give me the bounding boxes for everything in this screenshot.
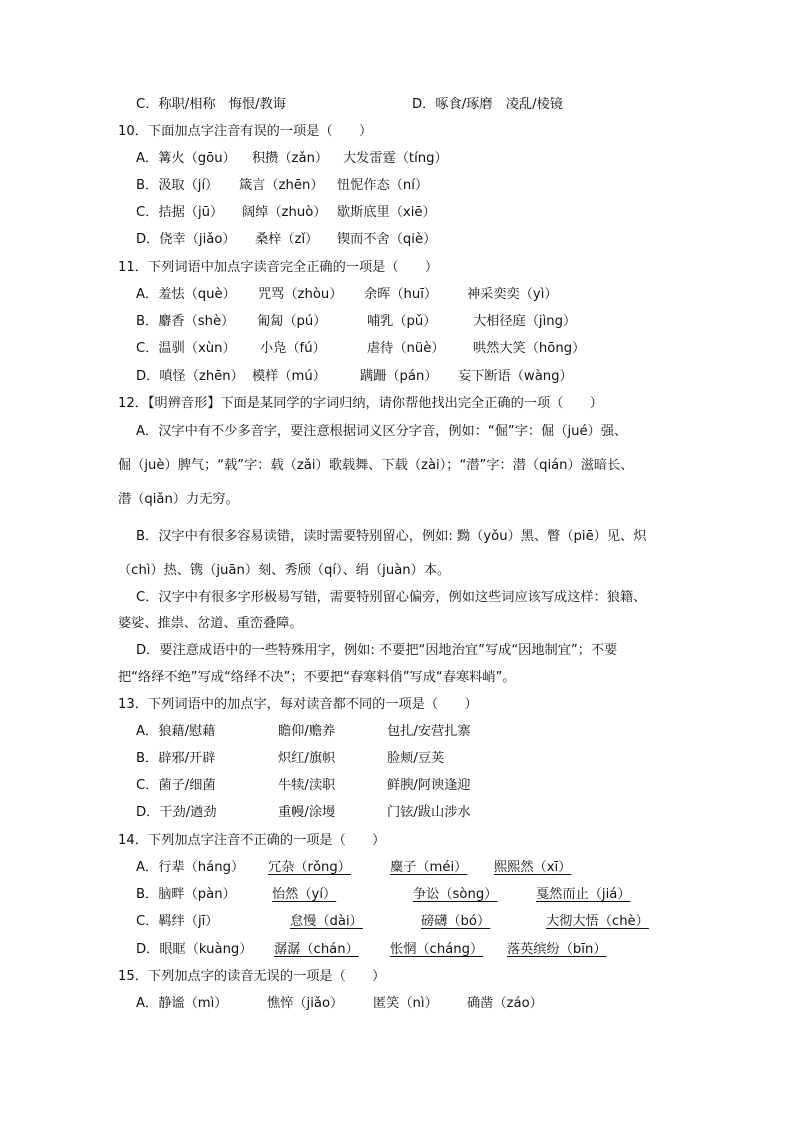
q14-b-2: 怡然（yí） [272, 887, 337, 902]
q14-c-4: 大彻大悟（chè） [546, 914, 649, 929]
q10-b-1: B．汲取（jí） [136, 178, 219, 193]
q11-a-2: 咒骂（zhòu） [258, 287, 343, 302]
q14-b-3: 争讼（sòng） [413, 887, 498, 902]
q14-a-1: A．行辈（háng） [136, 860, 245, 875]
q13-c-3: 鲜腴/阿谀逢迎 [387, 778, 471, 793]
q11-d-2: 模样（mú） [252, 369, 326, 384]
q12-a-line-1: A．汉字中有不少多音字，要注意根据词义区分字音，例如：“倔”字：倔（jué）强、 [136, 424, 628, 439]
q13-stem: 13．下列词语中的加点字，每对读音都不同的一项是（ ） [118, 697, 478, 712]
q14-c-3: 磅礴（bó） [421, 914, 491, 929]
q14-a-2: 冗杂（rǒng） [268, 860, 351, 875]
q12-d-line-1: D．要注意成语中的一些特殊用字，例如: 不要把“因地治宜”写成“因地制宜”；不要 [136, 643, 618, 658]
q14-stem: 14．下列加点字注音不正确的一项是（ ） [118, 833, 386, 848]
q11-b-1: B．麝香（shè） [136, 314, 235, 329]
q10-a-1: A．篝火（gōu） [136, 151, 236, 166]
q12-b-line-2: （chì）热、镌（juān）刻、秀颀（qí）、绢（juàn）本。 [118, 563, 451, 578]
q11-a-3: 余晖（huī） [364, 287, 438, 302]
q15-a-1: A．静谧（mì） [136, 996, 228, 1011]
q11-d-3: 蹒跚（pán） [360, 369, 438, 384]
q14-b-4: 戛然而止（jiá） [536, 887, 631, 902]
q13-b-1: B．辟邪/开辟 [136, 751, 216, 766]
q11-stem: 11．下列词语中加点字读音完全正确的一项是（ ） [118, 260, 439, 275]
q12-b-line-1: B．汉字中有很多容易读错，读时需要特别留心，例如: 黝（yǒu）黑、瞥（piē）见、炽 [136, 529, 647, 544]
q9-option-c: C．称职/相称 悔恨/教诲 [136, 97, 286, 112]
q14-a-4: 熙熙然（xī） [494, 860, 572, 875]
q13-a-3: 包扎/安营扎寨 [387, 724, 471, 739]
q10-a-2: 积攒（zǎn） [252, 151, 329, 166]
q15-a-2: 憔悴（jiǎo） [267, 996, 344, 1011]
q14-a-3: 麋子（méi） [390, 860, 468, 875]
q13-b-2: 炽红/旗帜 [278, 751, 336, 766]
q11-a-1: A．羞怯（què） [136, 287, 236, 302]
q12-d-line-2: 把“络绎不绝”写成“络绎不决”；不要把“春寒料俏”写成“春寒料峭”。 [118, 670, 516, 685]
q13-a-1: A．狼藉/慰藉 [136, 724, 216, 739]
q15-a-3: 匿笑（nì） [373, 996, 438, 1011]
q12-c-line-2: 婆娑、推祟、岔道、重峦叠障。 [118, 616, 303, 631]
q13-b-3: 脸颊/豆荚 [387, 751, 445, 766]
q12-a-line-3: 潜（qiǎn）力无穷。 [118, 492, 239, 507]
q11-b-2: 匍匐（pú） [257, 314, 327, 329]
q11-b-4: 大相径庭（jìng） [473, 314, 577, 329]
q10-d-2: 桑梓（zǐ） [255, 232, 319, 247]
q14-d-2: 潺潺（chán） [274, 942, 359, 957]
q14-d-4: 落英缤纷（bīn） [507, 942, 607, 957]
q12-c-line-1: C．汉字中有很多字形极易写错，需要特别留心偏旁，例如这些词应该写成这样：狼籍、 [136, 590, 647, 605]
q13-d-1: D．干劲/遒劲 [136, 805, 217, 820]
q10-c-1: C．拮据（jū） [136, 205, 224, 220]
q14-d-1: D．眼眶（kuàng） [136, 942, 253, 957]
q10-b-2: 箴言（zhēn） [239, 178, 324, 193]
q11-c-4: 哄然大笑（hōng） [473, 341, 586, 356]
q11-c-2: 小凫（fú） [260, 341, 326, 356]
q11-a-4: 神采奕奕（yì） [467, 287, 558, 302]
q11-b-3: 哺乳（pǔ） [367, 314, 437, 329]
q14-b-1: B．脑畔（pàn） [136, 887, 236, 902]
q10-a-3: 大发雷霆（tíng） [343, 151, 448, 166]
q10-b-3: 忸怩作态（ní） [337, 178, 429, 193]
q15-a-4: 确凿（záo） [467, 996, 543, 1011]
q11-d-4: 妄下断语（wàng） [458, 369, 573, 384]
q13-c-2: 牛犊/渎职 [278, 778, 336, 793]
q10-c-2: 阔绰（zhuò） [242, 205, 327, 220]
q11-c-3: 虐待（nüè） [367, 341, 445, 356]
q13-d-3: 门铉/跋山涉水 [387, 805, 471, 820]
q15-stem: 15．下列加点字的读音无误的一项是（ ） [118, 969, 386, 984]
q13-a-2: 瞻仰/赡养 [278, 724, 336, 739]
q13-d-2: 重幔/涂墁 [278, 805, 336, 820]
q14-c-1: C．羁绊（jī） [136, 914, 219, 929]
q10-stem: 10．下面加点字注音有误的一项是（ ） [118, 124, 373, 139]
q13-c-1: C．菌子/细菌 [136, 778, 216, 793]
q12-a-line-2: 倔（juè）脾气；“载”字：载（zǎi）歌载舞、下载（zài）；“潜”字：潜（qián）滋暗长、 [118, 458, 634, 473]
q14-c-2: 怠慢（dài） [290, 914, 363, 929]
q11-d-1: D．嗔怪（zhēn） [136, 369, 244, 384]
q12-stem: 12．【明辨音形】下面是某同学的字词归纳，请你帮他找出完全正确的一项（ ） [118, 396, 603, 411]
q9-option-d: D．啄食/琢磨 凌乱/棱镜 [412, 97, 563, 112]
q11-c-1: C．温驯（xùn） [136, 341, 236, 356]
q14-d-3: 怅惘（cháng） [390, 942, 484, 957]
q10-d-3: 锲而不舍（qiè） [337, 232, 437, 247]
q10-d-1: D．侥幸（jiǎo） [136, 232, 236, 247]
q10-c-3: 歇斯底里（xiē） [337, 205, 436, 220]
